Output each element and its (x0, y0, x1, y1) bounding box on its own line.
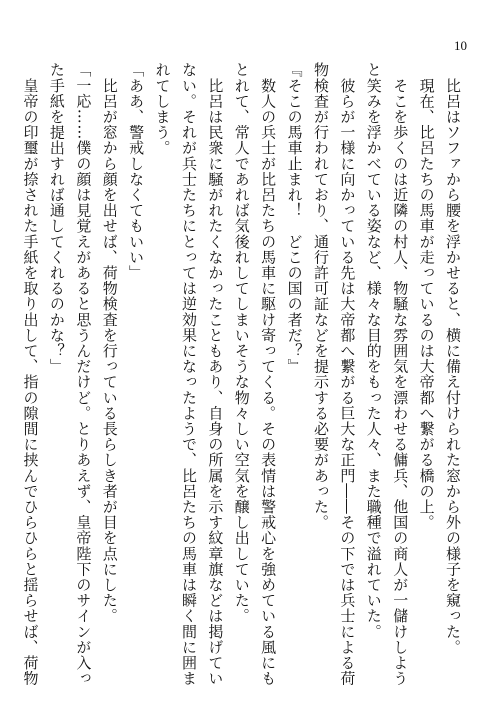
text-line: とれて、常人であれば気後れしてしまいそうな物々しい空気を醸し出していた。 (232, 62, 251, 624)
text-line: 数人の兵士が比呂たちの馬車に駆け寄ってくる。その表情は警戒心を強めている風にも (259, 62, 278, 686)
text-line: 彼らが一様に向かっている先は大帝都へ繋がる巨大な正門――その下では兵士による荷 (338, 62, 357, 686)
text-line: 皇帝の印璽が捺された手紙を取り出して、指の隙間に挟んでひらひらと揺らせば、荷物 (21, 62, 40, 686)
text-line: ない。それが兵士たちにとっては逆効果になったようで、比呂たちの馬車は瞬く間に囲ま (179, 62, 198, 686)
text-line: 比呂が窓から顔を出せば、荷物検査を行っている長らしき者が目を点にした。 (100, 62, 119, 624)
text-line: 『そこの馬車止まれ！ どこの国の者だ？』 (285, 62, 304, 374)
page-number: 10 (454, 38, 467, 53)
text-line: 物検査が行われており、通行許可証などを提示する必要があった。 (311, 62, 330, 530)
text-line: と笑みを浮かべている姿など、様々な目的をもった人々、また職種で溢れていた。 (364, 62, 383, 640)
text-line: 比呂はソファから腰を浮かせると、横に備え付けられた窓から外の様子を窺った。 (444, 62, 462, 655)
text-line: 比呂は民衆に騒がれたくなかったこともあり、自身の所属を示す紋章旗などは掲げてい (206, 62, 225, 686)
text-line: 「一応……僕の顔は見覚えがあると思うんだけど。とりあえず、皇帝陛下のサインが入っ (74, 62, 93, 686)
text-line: 現在、比呂たちの馬車が走っているのは大帝都へ繋がる橋の上。 (417, 62, 436, 530)
text-line: 「ああ、警戒しなくてもいい」 (127, 62, 146, 281)
text-line: そこを歩くのは近隣の村人、物騒な雰囲気を漂わせる傭兵、他国の商人が一儲けしよう (391, 62, 410, 686)
novel-text-column-block (17, 62, 466, 686)
text-line: れてしまう。 (153, 62, 172, 156)
text-line: た手紙を提出すれば通してくれるのかな？」 (47, 62, 66, 374)
